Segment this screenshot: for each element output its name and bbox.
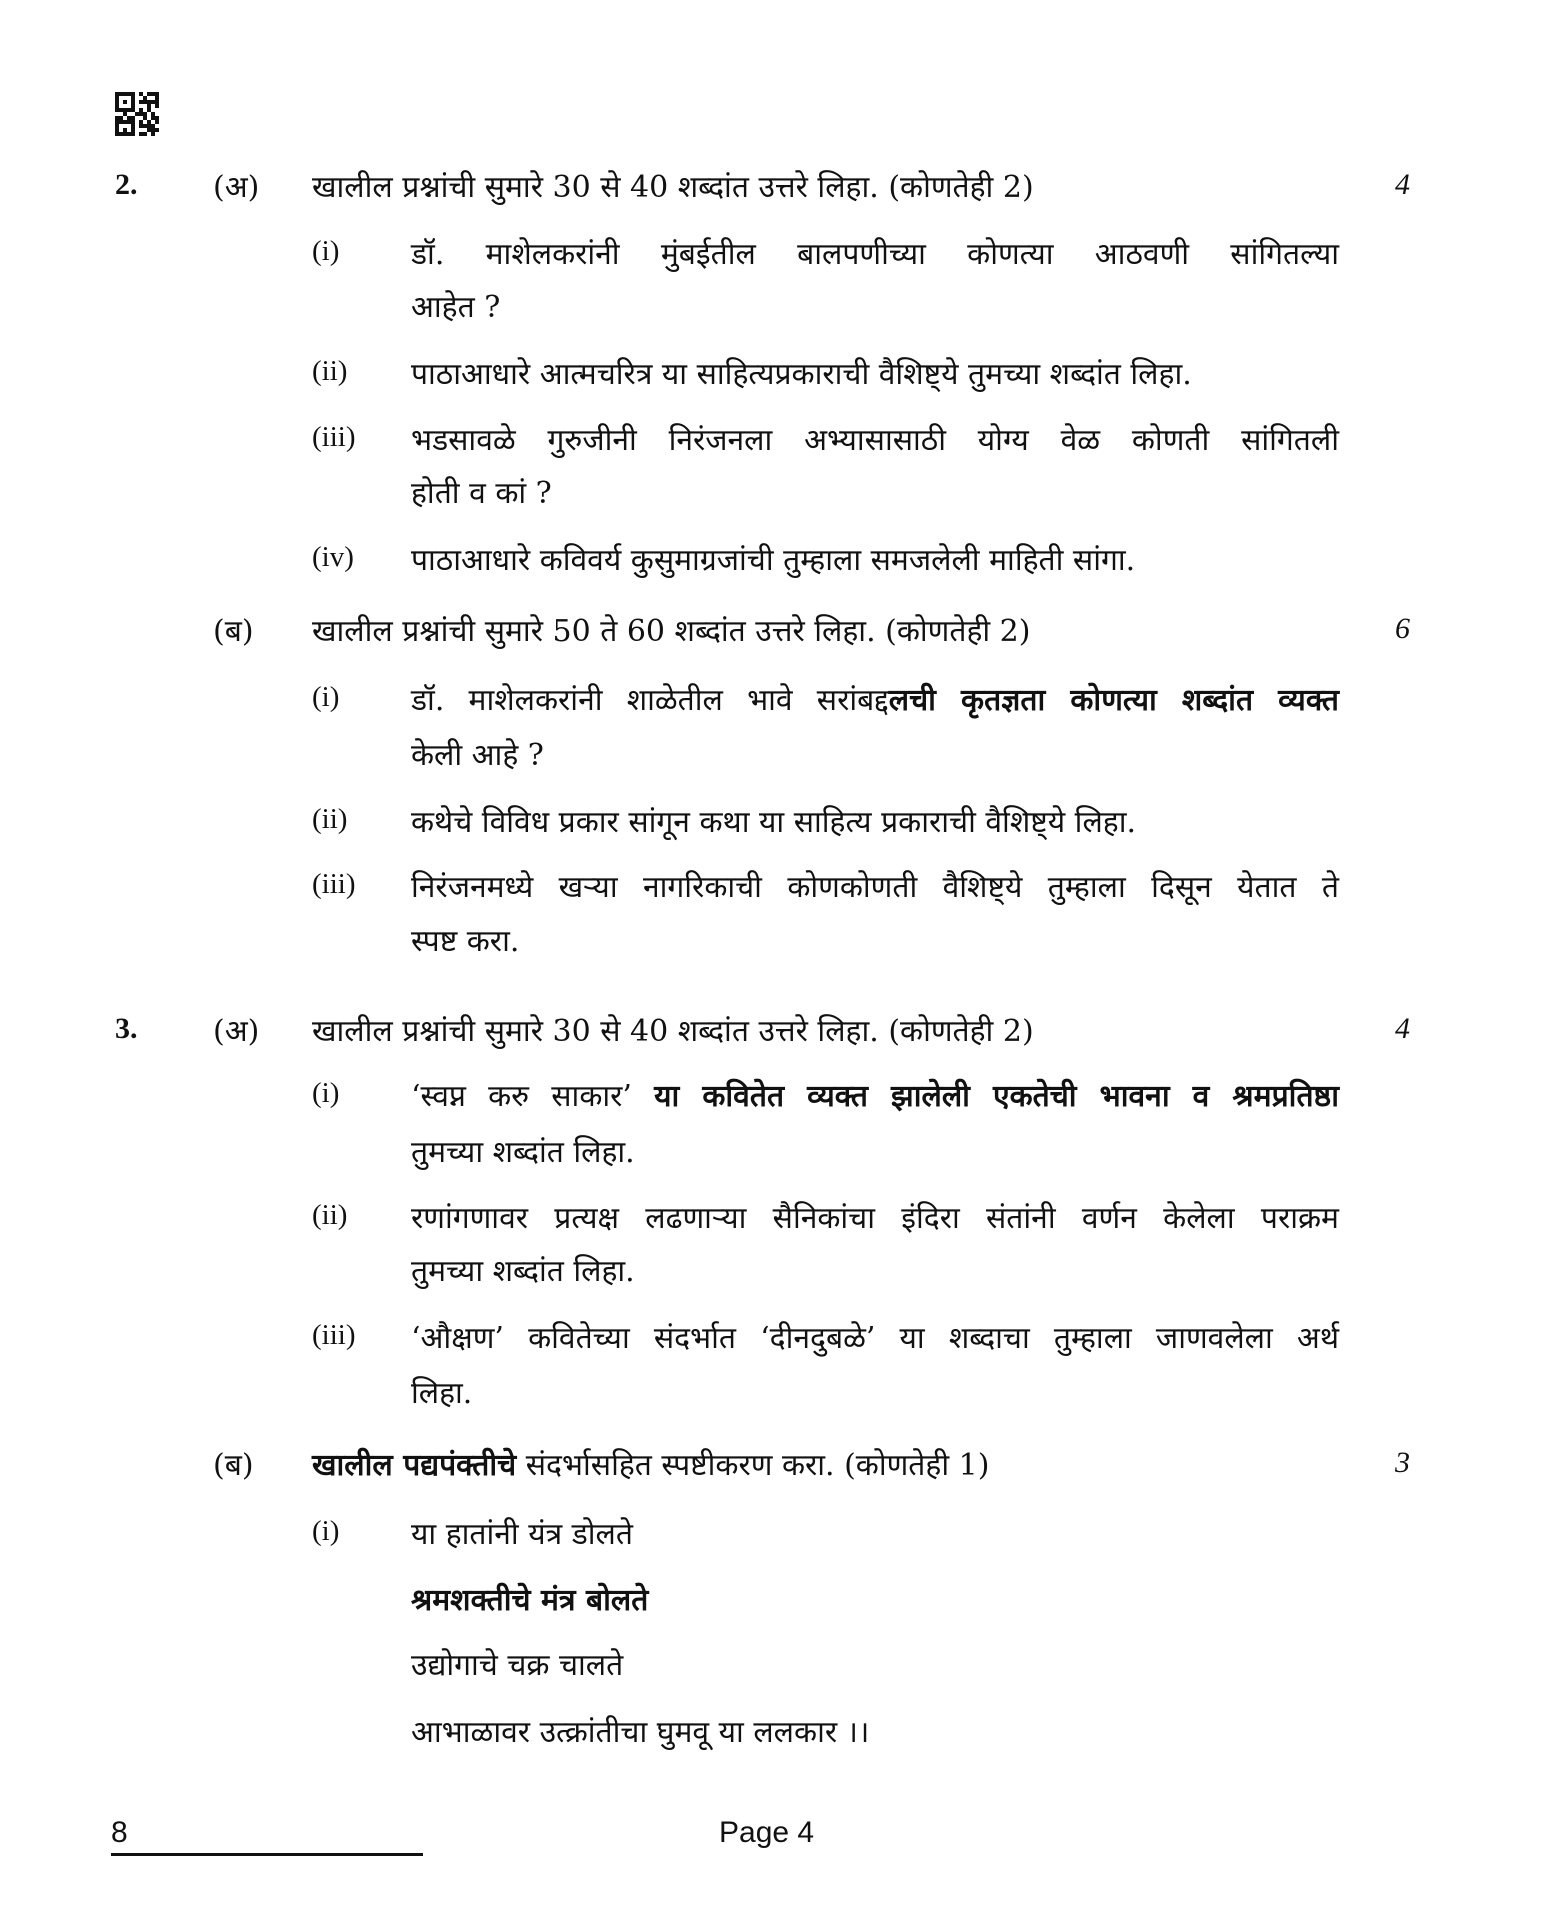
- heading-rest: संदर्भासहित स्पष्टीकरण करा. (कोणतेही 1): [516, 1448, 990, 1483]
- marks: 3: [1395, 1446, 1410, 1479]
- item-text: निरंजनमध्ये खऱ्या नागरिकाची कोणकोणती वैशिष्ट्ये तुम्हाला दिसून येतात ते: [411, 870, 1339, 905]
- item-number: (ii): [312, 355, 348, 387]
- item-text: [411, 1077, 1339, 1117]
- item-text-normal: ‘स्वप्न करु साकार’: [411, 1079, 655, 1114]
- subquestion-heading: [312, 1446, 989, 1486]
- item-number: (iii): [312, 1319, 356, 1351]
- item-text: [411, 681, 1339, 721]
- item-text: भडसावळे गुरुजीनी निरंजनला अभ्यासासाठी योग्य वेळ कोणती सांगितली: [411, 423, 1339, 458]
- item-text: होती व कां ?: [411, 476, 552, 511]
- item-number: (iii): [312, 868, 356, 900]
- item-text: लिहा.: [411, 1376, 473, 1411]
- item-text: स्पष्ट करा.: [411, 924, 520, 959]
- item-number: (ii): [312, 1199, 348, 1231]
- poem-line: या हातांनी यंत्र डोलते: [411, 1517, 633, 1552]
- poem-line: आभाळावर उत्क्रांतीचा घुमवू या ललकार ।।: [411, 1715, 870, 1750]
- qr-code: [115, 92, 159, 134]
- page-number: Page 4: [719, 1816, 815, 1849]
- subquestion-heading: खालील प्रश्नांची सुमारे 50 ते 60 शब्दांत उत्तरे लिहा. (कोणतेही 2): [312, 614, 1031, 649]
- item-text: केली आहे ?: [411, 738, 544, 773]
- item-text-bold: लची कृतज्ञता कोणत्या शब्दांत व्यक्त: [888, 683, 1339, 718]
- item-text: तुमच्या शब्दांत लिहा.: [411, 1254, 635, 1289]
- item-text: ‘औक्षण’ कवितेच्या संदर्भात ‘दीनदुबळे’ या शब्दाचा तुम्हाला जाणवलेला अर्थ: [411, 1321, 1339, 1356]
- item-number: (i): [312, 681, 340, 713]
- poem-line: श्रमशक्तीचे मंत्र बोलते: [411, 1583, 649, 1618]
- item-number: (ii): [312, 803, 348, 835]
- item-number: (i): [312, 235, 340, 267]
- item-text: कथेचे विविध प्रकार सांगून कथा या साहित्य प्रकाराची वैशिष्ट्ये लिहा.: [411, 805, 1137, 840]
- question-number: 2.: [115, 168, 138, 201]
- item-text-bold: या कवितेत व्यक्त झालेली एकतेची भावना व श्रमप्रतिष्ठा: [654, 1079, 1339, 1114]
- heading-bold: खालील पद्यपंक्तीचे: [312, 1448, 517, 1483]
- poem-line: उद्योगाचे चक्र चालते: [411, 1648, 624, 1683]
- item-number: (i): [312, 1077, 340, 1109]
- subquestion-label: (अ): [213, 1014, 260, 1049]
- item-text: आहेत ?: [411, 290, 501, 325]
- subquestion-heading: खालील प्रश्नांची सुमारे 30 से 40 शब्दांत उत्तरे लिहा. (कोणतेही 2): [312, 1014, 1034, 1049]
- item-text: पाठाआधारे आत्मचरित्र या साहित्यप्रकाराची वैशिष्ट्ये तुमच्या शब्दांत लिहा.: [411, 357, 1192, 392]
- item-text: रणांगणावर प्रत्यक्ष लढणाऱ्या सैनिकांचा इंदिरा संतांनी वर्णन केलेला पराक्रम: [411, 1201, 1339, 1236]
- item-text: डॉ. माशेलकरांनी मुंबईतील बालपणीच्या कोणत्या आठवणी सांगितल्या: [411, 237, 1339, 272]
- subquestion-heading: खालील प्रश्नांची सुमारे 30 से 40 शब्दांत उत्तरे लिहा. (कोणतेही 2): [312, 170, 1034, 205]
- item-text: पाठाआधारे कविवर्य कुसुमाग्रजांची तुम्हाला समजलेली माहिती सांगा.: [411, 543, 1136, 578]
- qr-module: [155, 132, 159, 136]
- subquestion-label: (अ): [213, 170, 260, 205]
- item-text: तुमच्या शब्दांत लिहा.: [411, 1135, 635, 1170]
- item-number: (iv): [312, 541, 354, 573]
- item-number: (iii): [312, 421, 356, 453]
- footer-divider: [111, 1853, 423, 1856]
- footer-code: 8: [111, 1816, 128, 1849]
- item-text-normal: डॉ. माशेलकरांनी शाळेतील भावे सरांबद्द: [411, 683, 889, 718]
- question-number: 3.: [115, 1012, 138, 1045]
- subquestion-label: (ब): [213, 1448, 254, 1483]
- marks: 4: [1395, 1012, 1410, 1045]
- item-number: (i): [312, 1515, 340, 1547]
- marks: 6: [1395, 612, 1410, 645]
- subquestion-label: (ब): [213, 614, 254, 649]
- marks: 4: [1395, 168, 1410, 201]
